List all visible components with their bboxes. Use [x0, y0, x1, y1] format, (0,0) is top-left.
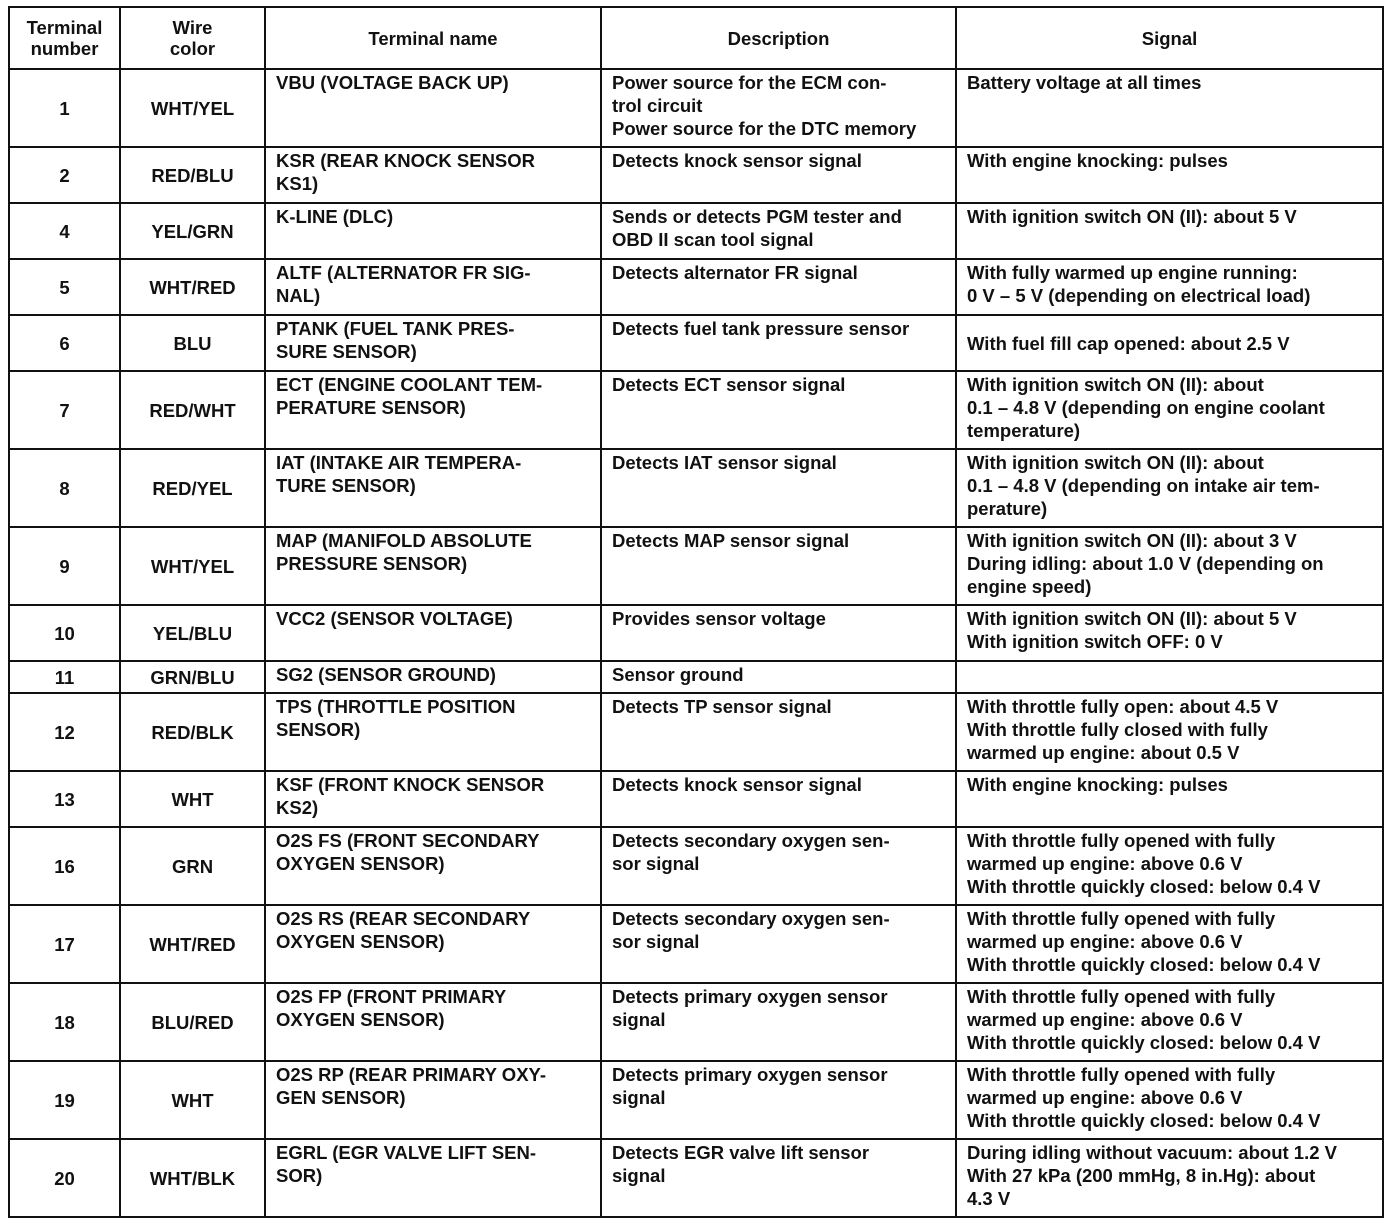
cell-line: SG2 (SENSOR GROUND)	[276, 664, 496, 685]
description	[601, 1061, 956, 1139]
header-wire-color: Wire color	[120, 7, 265, 69]
table-row	[9, 905, 1383, 983]
terminal-number: 17	[9, 905, 120, 983]
cell-line: With engine knocking: pulses	[967, 150, 1228, 171]
cell-line: Detects secondary oxygen sen-	[612, 830, 890, 851]
cell-line: O2S FS (FRONT SECONDARY	[276, 830, 540, 851]
table-row	[9, 203, 1383, 259]
signal	[956, 259, 1383, 315]
cell-line: With throttle quickly closed: below 0.4 V	[967, 1110, 1321, 1131]
wire-color: WHT/RED	[120, 259, 265, 315]
description	[601, 983, 956, 1061]
cell-line: With 27 kPa (200 mmHg, 8 in.Hg): about	[967, 1165, 1316, 1186]
cell-line: OXYGEN SENSOR)	[276, 1009, 445, 1030]
cell-line: signal	[612, 1165, 666, 1186]
cell-line: Sensor ground	[612, 664, 744, 685]
cell-line: trol circuit	[612, 95, 703, 116]
cell-line: With throttle quickly closed: below 0.4 V	[967, 1032, 1321, 1053]
terminal-name	[265, 1139, 601, 1217]
cell-line: Detects IAT sensor signal	[612, 452, 837, 473]
terminal-number: 18	[9, 983, 120, 1061]
table-row	[9, 449, 1383, 527]
cell-line: 0.1 – 4.8 V (depending on intake air tem-	[967, 475, 1320, 496]
description	[601, 771, 956, 827]
cell-line: Detects alternator FR signal	[612, 262, 858, 283]
cell-line: With ignition switch ON (II): about 5 V	[967, 608, 1297, 629]
table-row	[9, 1061, 1383, 1139]
terminal-number: 12	[9, 693, 120, 771]
table-row	[9, 827, 1383, 905]
description	[601, 1139, 956, 1217]
terminal-table	[8, 6, 1384, 1218]
header-row	[9, 7, 1383, 69]
terminal-name	[265, 203, 601, 259]
table-row	[9, 605, 1383, 661]
description	[601, 661, 956, 693]
wire-color: GRN/BLU	[120, 661, 265, 693]
cell-line: EGRL (EGR VALVE LIFT SEN-	[276, 1142, 537, 1163]
cell-line: With fully warmed up engine running:	[967, 262, 1298, 283]
cell-line: With throttle fully open: about 4.5 V	[967, 696, 1279, 717]
terminal-name	[265, 259, 601, 315]
cell-line: With throttle quickly closed: below 0.4 V	[967, 954, 1321, 975]
cell-line: With ignition switch ON (II): about	[967, 452, 1264, 473]
header-signal: Signal	[956, 7, 1383, 69]
cell-line: Detects MAP sensor signal	[612, 530, 850, 551]
wire-color: RED/YEL	[120, 449, 265, 527]
cell-line: Power source for the ECM con-	[612, 72, 887, 93]
terminal-name	[265, 449, 601, 527]
cell-line: sor signal	[612, 931, 700, 952]
table-row	[9, 1139, 1383, 1217]
signal	[956, 661, 1383, 693]
signal	[956, 203, 1383, 259]
cell-line: With throttle fully opened with fully	[967, 908, 1276, 929]
cell-line: GEN SENSOR)	[276, 1087, 406, 1108]
description	[601, 259, 956, 315]
header-description: Description	[601, 7, 956, 69]
wire-color: YEL/BLU	[120, 605, 265, 661]
terminal-number: 9	[9, 527, 120, 605]
wire-color: BLU	[120, 315, 265, 371]
cell-line: With ignition switch ON (II): about 3 V	[967, 530, 1297, 551]
wire-color: WHT	[120, 771, 265, 827]
description	[601, 147, 956, 203]
terminal-number: 8	[9, 449, 120, 527]
cell-line: warmed up engine: above 0.6 V	[967, 1009, 1243, 1030]
terminal-number: 10	[9, 605, 120, 661]
cell-line: perature)	[967, 498, 1048, 519]
signal	[956, 69, 1383, 147]
cell-line: With ignition switch OFF: 0 V	[967, 631, 1223, 652]
cell-line: ALTF (ALTERNATOR FR SIG-	[276, 262, 531, 283]
signal	[956, 527, 1383, 605]
cell-line: PRESSURE SENSOR)	[276, 553, 468, 574]
terminal-number: 7	[9, 371, 120, 449]
signal	[956, 1061, 1383, 1139]
terminal-name	[265, 69, 601, 147]
terminal-name	[265, 827, 601, 905]
cell-line: Detects EGR valve lift sensor	[612, 1142, 870, 1163]
wire-color: RED/BLK	[120, 693, 265, 771]
cell-line: PTANK (FUEL TANK PRES-	[276, 318, 515, 339]
terminal-number: 5	[9, 259, 120, 315]
table-row	[9, 69, 1383, 147]
cell-line: temperature)	[967, 420, 1081, 441]
cell-line: Detects primary oxygen sensor	[612, 986, 888, 1007]
cell-line: Detects primary oxygen sensor	[612, 1064, 888, 1085]
cell-line: engine speed)	[967, 576, 1092, 597]
wire-color: RED/BLU	[120, 147, 265, 203]
signal	[956, 1139, 1383, 1217]
cell-line: IAT (INTAKE AIR TEMPERA-	[276, 452, 522, 473]
description	[601, 527, 956, 605]
description	[601, 315, 956, 371]
wire-color: WHT/RED	[120, 905, 265, 983]
terminal-name	[265, 693, 601, 771]
terminal-name	[265, 771, 601, 827]
cell-line: With throttle fully opened with fully	[967, 986, 1276, 1007]
table-row	[9, 771, 1383, 827]
cell-line: With fuel fill cap opened: about 2.5 V	[967, 333, 1290, 354]
cell-line: TURE SENSOR)	[276, 475, 416, 496]
cell-line: During idling: about 1.0 V (depending on	[967, 553, 1324, 574]
cell-line: O2S FP (FRONT PRIMARY	[276, 986, 507, 1007]
cell-line: warmed up engine: above 0.6 V	[967, 1087, 1243, 1108]
cell-line: Detects secondary oxygen sen-	[612, 908, 890, 929]
cell-line: Detects fuel tank pressure sensor	[612, 318, 910, 339]
cell-line: PERATURE SENSOR)	[276, 397, 466, 418]
terminal-number: 19	[9, 1061, 120, 1139]
cell-line: VCC2 (SENSOR VOLTAGE)	[276, 608, 513, 629]
terminal-name	[265, 905, 601, 983]
terminal-number: 2	[9, 147, 120, 203]
cell-line: VBU (VOLTAGE BACK UP)	[276, 72, 509, 93]
cell-line: O2S RP (REAR PRIMARY OXY-	[276, 1064, 547, 1085]
wire-color: WHT	[120, 1061, 265, 1139]
terminal-name	[265, 605, 601, 661]
cell-line: MAP (MANIFOLD ABSOLUTE	[276, 530, 532, 551]
description	[601, 905, 956, 983]
wire-color: WHT/BLK	[120, 1139, 265, 1217]
description	[601, 827, 956, 905]
terminal-name	[265, 371, 601, 449]
cell-line: SURE SENSOR)	[276, 341, 417, 362]
cell-line: warmed up engine: above 0.6 V	[967, 853, 1243, 874]
cell-line: 0 V – 5 V (depending on electrical load)	[967, 285, 1311, 306]
terminal-name	[265, 1061, 601, 1139]
wire-color: WHT/YEL	[120, 69, 265, 147]
signal	[956, 983, 1383, 1061]
cell-line: warmed up engine: about 0.5 V	[967, 742, 1240, 763]
cell-line: With throttle fully opened with fully	[967, 1064, 1276, 1085]
wire-color: BLU/RED	[120, 983, 265, 1061]
cell-line: During idling without vacuum: about 1.2 V	[967, 1142, 1337, 1163]
terminal-number: 1	[9, 69, 120, 147]
cell-line: KS2)	[276, 797, 319, 818]
description	[601, 69, 956, 147]
cell-line: With engine knocking: pulses	[967, 774, 1228, 795]
table-row	[9, 315, 1383, 371]
signal	[956, 771, 1383, 827]
cell-line: OXYGEN SENSOR)	[276, 853, 445, 874]
cell-line: Detects knock sensor signal	[612, 150, 862, 171]
table-row	[9, 527, 1383, 605]
cell-line: With ignition switch ON (II): about	[967, 374, 1264, 395]
wire-color: YEL/GRN	[120, 203, 265, 259]
cell-line: KS1)	[276, 173, 319, 194]
cell-line: O2S RS (REAR SECONDARY	[276, 908, 531, 929]
cell-line: signal	[612, 1009, 666, 1030]
terminal-number: 20	[9, 1139, 120, 1217]
cell-line: Provides sensor voltage	[612, 608, 826, 629]
cell-line: OXYGEN SENSOR)	[276, 931, 445, 952]
wire-color: GRN	[120, 827, 265, 905]
table-row	[9, 693, 1383, 771]
cell-line: Detects knock sensor signal	[612, 774, 862, 795]
cell-line: KSR (REAR KNOCK SENSOR	[276, 150, 536, 171]
description	[601, 203, 956, 259]
cell-line: With ignition switch ON (II): about 5 V	[967, 206, 1297, 227]
terminal-number: 11	[9, 661, 120, 693]
signal	[956, 315, 1383, 371]
terminal-name	[265, 983, 601, 1061]
description	[601, 693, 956, 771]
signal	[956, 693, 1383, 771]
cell-line: warmed up engine: above 0.6 V	[967, 931, 1243, 952]
cell-line: Detects TP sensor signal	[612, 696, 832, 717]
cell-line: signal	[612, 1087, 666, 1108]
signal	[956, 827, 1383, 905]
cell-line: SOR)	[276, 1165, 323, 1186]
table-row	[9, 147, 1383, 203]
description	[601, 449, 956, 527]
cell-line: SENSOR)	[276, 719, 361, 740]
terminal-name	[265, 315, 601, 371]
cell-line: NAL)	[276, 285, 321, 306]
table-row	[9, 661, 1383, 693]
terminal-name	[265, 661, 601, 693]
description	[601, 605, 956, 661]
cell-line: Power source for the DTC memory	[612, 118, 917, 139]
terminal-name	[265, 147, 601, 203]
cell-line: With throttle fully opened with fully	[967, 830, 1276, 851]
cell-line: Sends or detects PGM tester and	[612, 206, 902, 227]
signal	[956, 449, 1383, 527]
cell-line: With throttle fully closed with fully	[967, 719, 1268, 740]
cell-line: OBD II scan tool signal	[612, 229, 814, 250]
cell-line: KSF (FRONT KNOCK SENSOR	[276, 774, 545, 795]
table-row	[9, 259, 1383, 315]
description	[601, 371, 956, 449]
table-row	[9, 983, 1383, 1061]
cell-line: Battery voltage at all times	[967, 72, 1202, 93]
header-terminal-number: Terminal number	[9, 7, 120, 69]
cell-line: With throttle quickly closed: below 0.4 V	[967, 876, 1321, 897]
wire-color: WHT/YEL	[120, 527, 265, 605]
terminal-number: 6	[9, 315, 120, 371]
cell-line: Detects ECT sensor signal	[612, 374, 846, 395]
cell-line: sor signal	[612, 853, 700, 874]
cell-line: 0.1 – 4.8 V (depending on engine coolant	[967, 397, 1325, 418]
signal	[956, 147, 1383, 203]
wire-color: RED/WHT	[120, 371, 265, 449]
cell-line: TPS (THROTTLE POSITION	[276, 696, 516, 717]
terminal-number: 4	[9, 203, 120, 259]
table-row	[9, 371, 1383, 449]
header-terminal-name: Terminal name	[265, 7, 601, 69]
signal	[956, 371, 1383, 449]
cell-line: K-LINE (DLC)	[276, 206, 394, 227]
cell-line: ECT (ENGINE COOLANT TEM-	[276, 374, 543, 395]
signal	[956, 905, 1383, 983]
table-body	[9, 69, 1383, 1217]
terminal-number: 16	[9, 827, 120, 905]
terminal-name	[265, 527, 601, 605]
terminal-number: 13	[9, 771, 120, 827]
signal	[956, 605, 1383, 661]
cell-line: 4.3 V	[967, 1188, 1011, 1209]
